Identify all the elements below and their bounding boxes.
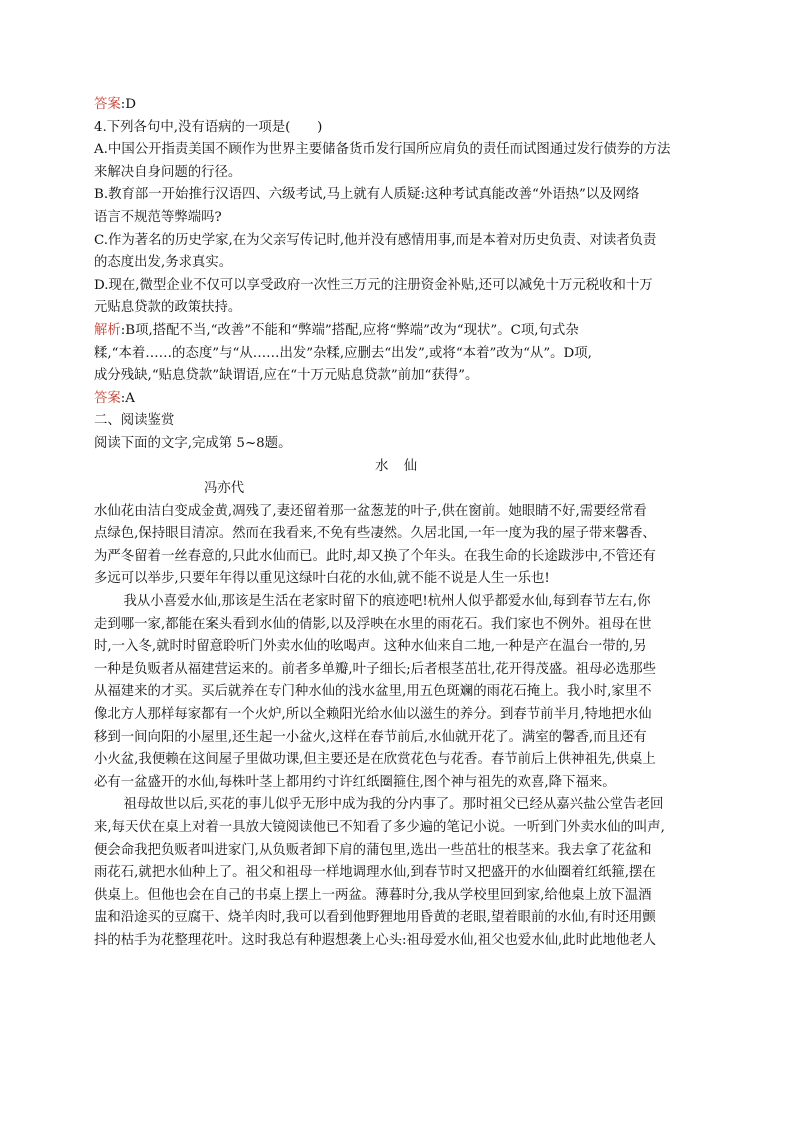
article-title: 水 仙 [375, 458, 419, 474]
answer-value: :D [120, 97, 137, 112]
article-author: 冯亦代 [204, 481, 245, 497]
paragraph-line: 盅和沿途买的豆腐干、烧羊肉时,我可以看到他野狸地用昏黄的老眼,望着眼前的水仙,有时还用颤 [94, 910, 656, 926]
paragraph-line: 供桌上。但他也会在自己的书桌上摆上一两盆。薄暮时分,我从学校里回到家,给他桌上放下温酒 [94, 887, 652, 903]
paragraph-line: 便会命我把负贩者叫进家门,从负贩者卸下肩的蒲包里,选出一些茁壮的根茎来。我去拿了花盆和 [94, 842, 652, 858]
paragraph-line: 雨花石,就把水仙种上了。祖父和祖母一样地调理水仙,到春节时又把盛开的水仙圈着红纸箍,摆在 [94, 865, 656, 881]
paragraph-line: 从福建来的才买。买后就养在专门种水仙的浅水盆里,用五色斑斓的雨花石掩上。我小时,家里不 [94, 684, 652, 700]
paragraph-line: 祖母故世以后,买花的事儿似乎无形中成为我的分内事了。那时祖父已经从嘉兴盐公堂告老回 [123, 797, 664, 813]
answer-value: :A [120, 390, 135, 406]
document-page [94, 94, 714, 953]
paragraph-line: 来,每天伏在桌上对着一具放大镜阅读他已不知看了多少遍的笔记小说。一听到门外卖水仙的叫声, [94, 820, 665, 835]
option-d-line-1: D.现在,微型企业不仅可以享受政府一次性三万元的注册资金补贴,还可以减免十万元税收和十万 [94, 277, 653, 293]
paragraph-line: 一种是负贩者从福建营运来的。前者多单瓣,叶子细长;后者根茎茁壮,花开得茂盛。祖母必选那些 [94, 661, 657, 677]
analysis-line-2: 糅,“本着……的态度”与“从……出发”杂糅,应删去“出发”,或将“本着”改为“从”。D项, [94, 345, 592, 361]
paragraph-line: 水仙花由洁白变成金黄,凋残了,妻还留着那一盆葱茏的叶子,供在窗前。她眼睛不好,需要经常看 [94, 503, 647, 519]
paragraph-3 [94, 794, 714, 952]
paragraph-1 [94, 501, 714, 591]
paragraph-line: 点绿色,保持眼目清凉。然而在我看来,不免有些凄然。久居北国,一年一度为我的屋子带来馨香、 [94, 526, 656, 542]
analysis-text-1: :B项,搭配不当,“改善”不能和“弊端”搭配,应将“弊端”改为“现状”。C项,句式杂 [120, 322, 579, 338]
paragraph-line: 像北方人那样每家都有一个火炉,所以全赖阳光给水仙以滋生的养分。到春节前半月,特地把水仙 [94, 707, 652, 723]
answer-line-a [94, 388, 714, 411]
paragraph-line: 为严冬留着一丝春意的,只此水仙而已。此时,却又换了个年头。在我生命的长途跋涉中,不管还有 [94, 548, 656, 564]
analysis-label: 解析 [94, 322, 121, 338]
analysis-line-1 [94, 320, 714, 343]
analysis-line-3: 成分残缺,“贴息贷款”缺谓语,应在“十万元贴息贷款”前加“获得”。 [94, 368, 479, 384]
question-4-stem: 4.下列各句中,没有语病的一项是( ) [94, 119, 323, 135]
answer-label: 答案 [94, 390, 121, 406]
answer-label: 答案 [94, 97, 121, 112]
paragraph-line: 时,一入冬,就时时留意聆听门外卖水仙的吆喝声。这种水仙来自二地,一种是产在温台一带的,另 [94, 639, 647, 655]
option-c-line-2: 的态度出发,务求真实。 [94, 255, 233, 271]
option-b-line-1: B.教育部一开始推行汉语四、六级考试,马上就有人质疑:这种考试真能改善“外语热”以及网络 [94, 187, 640, 203]
section-instruction: 阅读下面的文字,完成第 5~8题。 [94, 435, 292, 451]
paragraph-line: 必有一盆盛开的水仙,每株叶茎上都用约寸许红纸圈箍住,图个神与祖先的欢喜,降下福来。 [94, 774, 616, 790]
paragraph-line: 多远可以举步,只要年年得以重见这绿叶白花的水仙,就不能不说是人生一乐也! [94, 571, 550, 587]
option-a-line-1: A.中国公开指责美国不顾作为世界主要储备货币发行国所应肩负的责任而试图通过发行债券的方法 [94, 142, 671, 158]
paragraph-2 [94, 591, 714, 794]
paragraph-line: 我从小喜爱水仙,那该是生活在老家时留下的痕迹吧!杭州人似乎都爱水仙,每到春节左右,你 [123, 594, 651, 610]
paragraph-line: 抖的枯手为花整理花叶。这时我总有种遐想袭上心头:祖母爱水仙,祖父也爱水仙,此时此地他老人 [94, 932, 657, 948]
paragraph-line: 移到一间向阳的小屋里,还生起一小盆火,这样在春节前后,水仙就开花了。满室的馨香,而且还有 [94, 729, 647, 745]
answer-line-d [94, 94, 714, 117]
paragraph-line: 小火盆,我便赖在这间屋子里做功课,但主要还是在欣赏花色与花香。春节前后上供神祖先,供桌上 [94, 752, 656, 768]
option-b-line-2: 语言不规范等弊端吗? [94, 209, 222, 225]
option-d-line-2: 元贴息贷款的政策扶持。 [94, 300, 242, 316]
section-heading: 二、阅读鉴赏 [94, 413, 175, 429]
option-a-line-2: 来解决自身问题的行径。 [94, 164, 242, 180]
paragraph-line: 走到哪一家,都能在案头看到水仙的倩影,以及浮映在水里的雨花石。我们家也不例外。祖母在世 [94, 616, 652, 632]
option-c-line-1: C.作为著名的历史学家,在为父亲写传记时,他并没有感情用事,而是本着对历史负责、对读者负责 [94, 232, 657, 248]
